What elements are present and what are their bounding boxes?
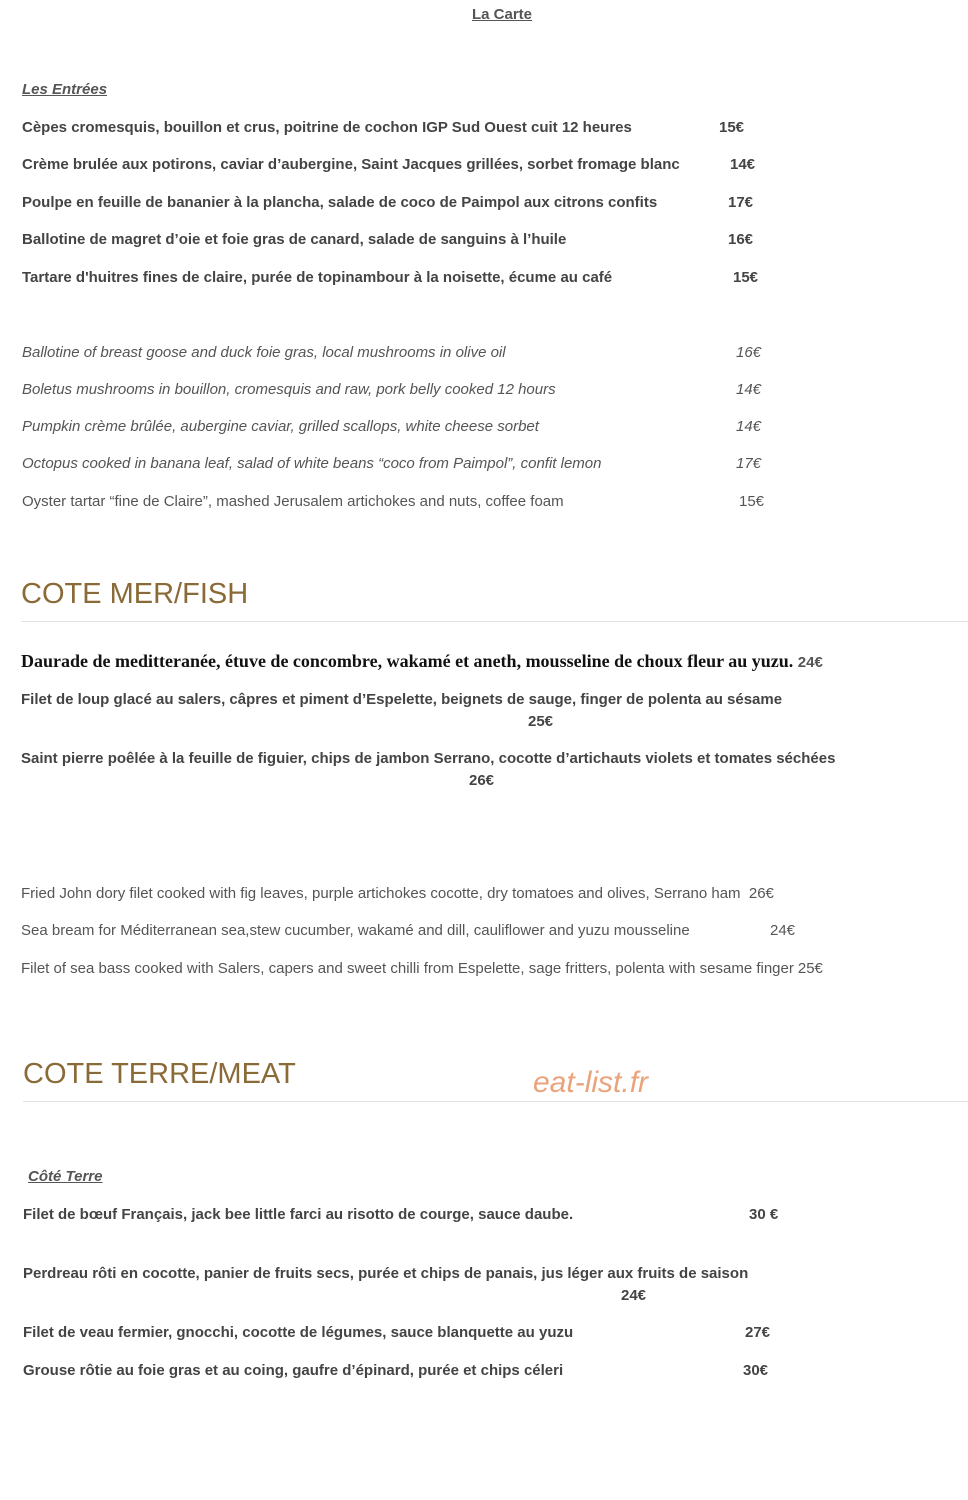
- menu-item-price: 15€: [719, 119, 745, 136]
- menu-item-price-en: 26€: [748, 885, 774, 902]
- menu-item-name: Grouse rôtie au foie gras et au coing, gaufre d’épinard, purée et chips céleri: [23, 1362, 564, 1379]
- menu-item-name: Crème brulée aux potirons, caviar d’aubergine, Saint Jacques grillées, sorbet fromage blanc: [22, 156, 680, 173]
- section-divider: [23, 1101, 968, 1102]
- menu-item-name-en: Pumpkin crème brûlée, aubergine caviar, grilled scallops, white cheese sorbet: [22, 418, 539, 435]
- menu-item-price: 16€: [728, 231, 754, 248]
- menu-item-price-en: 24€: [770, 922, 796, 939]
- menu-item-price: 27€: [745, 1324, 771, 1341]
- menu-item-name-en: Octopus cooked in banana leaf, salad of white beans “coco from Paimpol”, confit lemon: [22, 455, 602, 472]
- menu-item-price-en: 17€: [736, 455, 762, 472]
- menu-item-name: Tartare d'huitres fines de claire, purée de topinambour à la noisette, écume au café: [22, 269, 613, 286]
- menu-item-price: 15€: [733, 269, 759, 286]
- menu-item-name-en: Filet of sea bass cooked with Salers, capers and sweet chilli from Espelette, sage fritters, polenta with sesame finger: [21, 960, 794, 977]
- watermark: eat-list.fr: [533, 1066, 649, 1099]
- menu-item-price: 17€: [728, 194, 754, 211]
- menu-item-name: Poulpe en feuille de bananier à la plancha, salade de coco de Paimpol aux citrons confits: [22, 194, 658, 211]
- section-heading-meat: COTE TERRE/MEAT: [23, 1058, 296, 1090]
- menu-item-price: 30 €: [749, 1206, 779, 1223]
- menu-item-name: Filet de bœuf Français, jack bee little farci au risotto de courge, sauce daube.: [23, 1206, 574, 1223]
- menu-item-price: 25€: [528, 713, 554, 730]
- menu-item-name-en: Fried John dory filet cooked with fig leaves, purple artichokes cocotte, dry tomatoes and olives, Serrano ham: [21, 885, 741, 902]
- menu-item-name-en: Oyster tartar “fine de Claire”, mashed Jerusalem artichokes and nuts, coffee foam: [22, 493, 564, 510]
- menu-item-price: 30€: [743, 1362, 769, 1379]
- menu-item-price-en: 25€: [797, 960, 823, 977]
- menu-item-name: Filet de veau fermier, gnocchi, cocotte de légumes, sauce blanquette au yuzu: [23, 1324, 574, 1341]
- menu-item-daurade: [21, 651, 823, 672]
- menu-item-price: 14€: [730, 156, 756, 173]
- entrees-heading: Les Entrées: [22, 81, 108, 98]
- page-title: La Carte: [472, 6, 533, 23]
- menu-item-price-en: 15€: [739, 493, 765, 510]
- menu-item-name-en: Boletus mushrooms in bouillon, cromesquis and raw, pork belly cooked 12 hours: [22, 381, 556, 398]
- menu-item-price: 24€: [621, 1287, 647, 1304]
- menu-item-en: [21, 960, 823, 977]
- menu-item-name: Ballotine de magret d’oie et foie gras de canard, salade de sanguins à l’huile: [22, 231, 567, 248]
- section-heading-fish: COTE MER/FISH: [21, 578, 249, 610]
- menu-item-price-en: 14€: [736, 418, 762, 435]
- menu-item-name: Daurade de meditteranée, étuve de concombre, wakamé et aneth, mousseline de choux fleur au yuzu.: [21, 651, 794, 671]
- menu-item-name: Perdreau rôti en cocotte, panier de fruits secs, purée et chips de panais, jus léger aux fruits de saison: [23, 1265, 749, 1282]
- menu-item-name: Saint pierre poêlée à la feuille de figuier, chips de jambon Serrano, cocotte d’artichauts violets et tomates séchées: [21, 750, 836, 767]
- menu-item-name: Cèpes cromesquis, bouillon et crus, poitrine de cochon IGP Sud Ouest cuit 12 heures: [22, 119, 632, 136]
- menu-item-price-en: 16€: [736, 344, 762, 361]
- menu-item-price: 24€: [797, 654, 823, 671]
- section-divider: [21, 621, 968, 622]
- menu-item-price-en: 14€: [736, 381, 762, 398]
- menu-item-name-en: Ballotine of breast goose and duck foie gras, local mushrooms in olive oil: [22, 344, 506, 361]
- meat-subheading: Côté Terre: [28, 1168, 103, 1185]
- menu-item-en: [21, 885, 774, 902]
- menu-item-name-en: Sea bream for Méditerranean sea,stew cucumber, wakamé and dill, cauliflower and yuzu mousseline: [21, 922, 690, 939]
- menu-item-name: Filet de loup glacé au salers, câpres et piment d’Espelette, beignets de sauge, finger de polenta au sésame: [21, 691, 783, 708]
- menu-item-price: 26€: [469, 772, 495, 789]
